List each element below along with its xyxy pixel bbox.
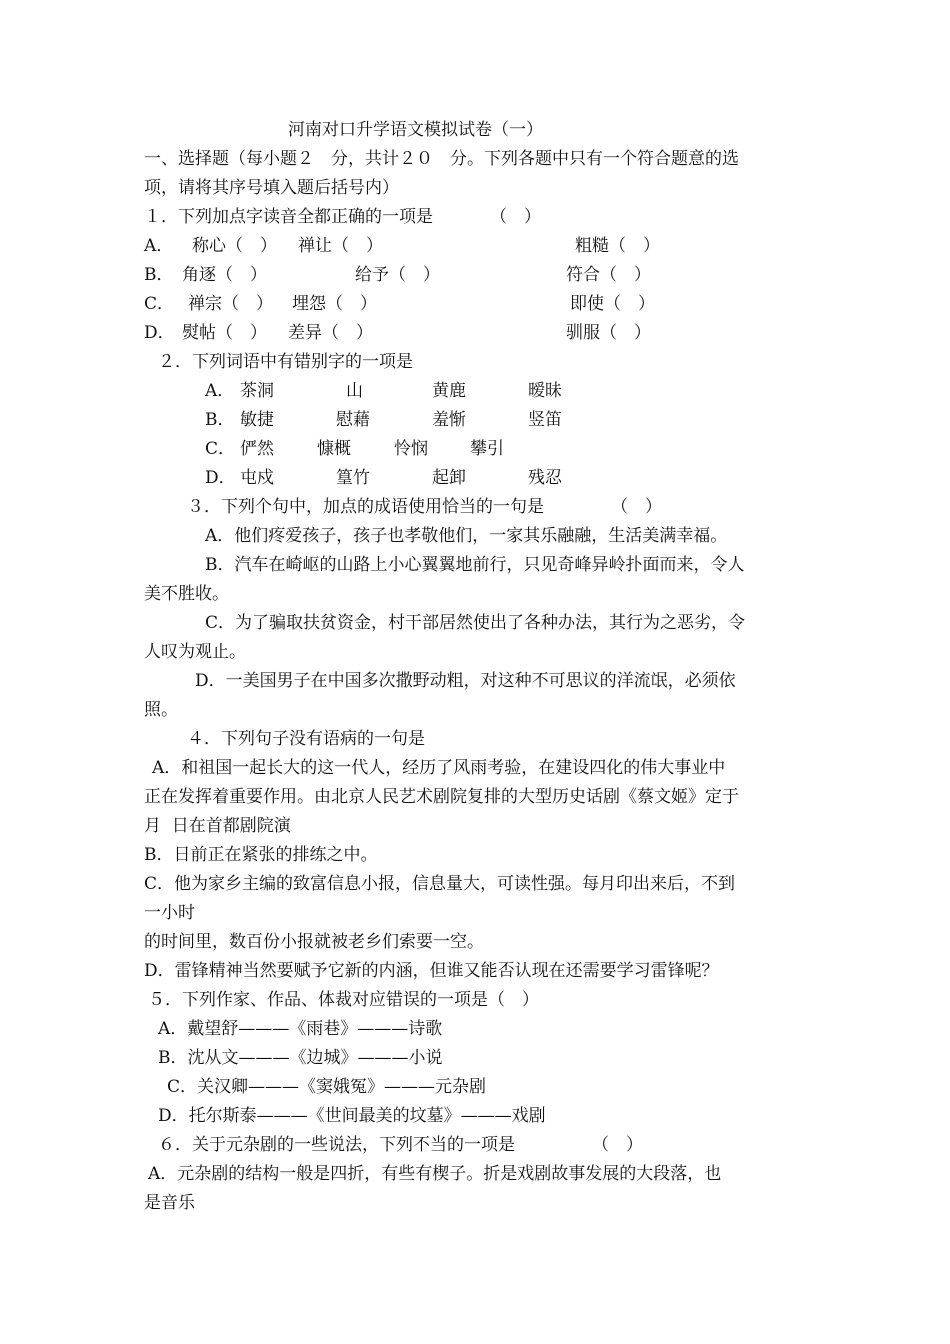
q2-option-b-word2: 慰藉 bbox=[336, 410, 370, 430]
section-instruction-line1: 一、选择题（每小题２ 分，共计２０ 分。下列各题中只有一个符合题意的选 bbox=[144, 149, 739, 169]
q2-option-d-word1: 屯戍 bbox=[240, 468, 274, 488]
q2-option-d-word2: 篁竹 bbox=[336, 468, 370, 488]
q2-option-c-word4: 攀引 bbox=[470, 439, 504, 459]
q2-option-c-label: C． bbox=[205, 439, 236, 459]
q2-option-c-word1: 俨然 bbox=[240, 439, 274, 459]
q1-option-a-label: A． bbox=[144, 236, 174, 256]
q4-stem: ４．下列句子没有语病的一句是 bbox=[187, 729, 425, 749]
q2-option-a-word4: 暧昧 bbox=[528, 381, 562, 401]
q1-option-a-word3: 粗糙（ ） bbox=[575, 236, 660, 256]
q1-stem: １．下列加点字读音全都正确的一项是 bbox=[144, 207, 433, 227]
q3-answer-paren: （ ） bbox=[611, 497, 662, 517]
q5-option-c: C．关汉卿———《窦娥冤》———元杂剧 bbox=[167, 1077, 487, 1097]
q4-option-c-line3: 的时间里，数百份小报就被老乡们索要一空。 bbox=[144, 932, 484, 952]
q4-option-a-line1: A．和祖国一起长大的这一代人，经历了风雨考验，在建设四化的伟大事业中 bbox=[152, 758, 726, 778]
q1-option-b-word1: 角逐（ ） bbox=[182, 265, 267, 285]
q1-option-a-word2: 禅让（ ） bbox=[298, 236, 383, 256]
q2-option-b-label: B． bbox=[205, 410, 235, 430]
q1-option-d-word3: 驯服（ ） bbox=[566, 323, 651, 343]
q2-option-c-word2: 慷概 bbox=[317, 439, 351, 459]
q1-option-d-word2: 差异（ ） bbox=[288, 323, 373, 343]
q1-option-d-word1: 熨帖（ ） bbox=[182, 323, 267, 343]
q1-option-a-word1: 称心（ ） bbox=[192, 236, 277, 256]
q1-option-d-label: D． bbox=[144, 323, 175, 343]
q2-option-a-word1: 茶洞 bbox=[240, 381, 274, 401]
q1-answer-paren: （ ） bbox=[490, 207, 541, 227]
q6-option-a-line1: A．元杂剧的结构一般是四折，有些有楔子。折是戏剧故事发展的大段落，也 bbox=[148, 1164, 722, 1184]
q1-option-c-word1: 禅宗（ ） bbox=[188, 294, 273, 314]
q4-option-b: B．日前正在紧张的排练之中。 bbox=[144, 845, 378, 865]
q1-option-b-word2: 给予（ ） bbox=[355, 265, 440, 285]
q1-option-c-word2: 埋怨（ ） bbox=[292, 294, 377, 314]
q2-option-b-word4: 竖笛 bbox=[528, 410, 562, 430]
q4-option-c-line2: 一小时 bbox=[144, 903, 195, 923]
q3-option-b-line1: B．汽车在崎岖的山路上小心翼翼地前行，只见奇峰异岭扑面而来，令人 bbox=[205, 555, 745, 575]
page-title: 河南对口升学语文模拟试卷（一） bbox=[288, 120, 543, 140]
q1-option-c-word3: 即使（ ） bbox=[570, 294, 655, 314]
q5-option-d: D．托尔斯泰———《世间最美的坟墓》———戏剧 bbox=[158, 1106, 546, 1126]
q2-option-a-label: A． bbox=[205, 381, 235, 401]
q1-option-c-label: C． bbox=[144, 294, 175, 314]
q2-option-d-label: D． bbox=[205, 468, 236, 488]
section-instruction-line2: 项，请将其序号填入题后括号内） bbox=[144, 178, 399, 198]
q4-option-a-line2: 正在发挥着重要作用。由北京人民艺术剧院复排的大型历史话剧《蔡文姬》定于 bbox=[144, 787, 739, 807]
q2-option-d-word3: 起卸 bbox=[432, 468, 466, 488]
q3-option-a: A．他们疼爱孩子，孩子也孝敬他们，一家其乐融融，生活美满幸福。 bbox=[205, 526, 728, 546]
q1-option-b-word3: 符合（ ） bbox=[566, 265, 651, 285]
q2-option-a-word2: 山 bbox=[346, 381, 363, 401]
q5-stem: ５．下列作家、作品、体裁对应错误的一项是（ ） bbox=[148, 990, 539, 1010]
q2-option-a-word3: 黄鹿 bbox=[432, 381, 466, 401]
q6-stem: ６．关于元杂剧的一些说法，下列不当的一项是 bbox=[158, 1135, 515, 1155]
q3-stem: ３．下列个句中，加点的成语使用恰当的一句是 bbox=[187, 497, 544, 517]
q6-option-a-line2: 是音乐 bbox=[144, 1193, 195, 1213]
q2-option-b-word3: 羞惭 bbox=[432, 410, 466, 430]
q3-option-d-line1: D．一美国男子在中国多次撒野动粗，对这种不可思议的洋流氓，必须依 bbox=[195, 671, 736, 691]
q1-option-b-label: B． bbox=[144, 265, 174, 285]
q6-answer-paren: （ ） bbox=[592, 1135, 643, 1155]
q3-option-c-line1: C．为了骗取扶贫资金，村干部居然使出了各种办法，其行为之恶劣，令 bbox=[205, 613, 746, 633]
q5-option-b: B．沈从文———《边城》———小说 bbox=[158, 1048, 443, 1068]
q2-option-b-word1: 敏捷 bbox=[240, 410, 274, 430]
q2-option-c-word3: 怜悯 bbox=[394, 439, 428, 459]
q2-stem: ２．下列词语中有错别字的一项是 bbox=[158, 352, 413, 372]
q3-option-b-line2: 美不胜收。 bbox=[144, 584, 229, 604]
q2-option-d-word4: 残忍 bbox=[528, 468, 562, 488]
q4-option-d: D．雷锋精神当然要赋予它新的内涵，但谁又能否认现在还需要学习雷锋呢？ bbox=[144, 961, 719, 981]
q4-option-a-line3: 月 日在首都剧院演 bbox=[144, 816, 291, 836]
q4-option-c-line1: C．他为家乡主编的致富信息小报，信息量大，可读性强。每月印出来后，不到 bbox=[144, 874, 736, 894]
q3-option-c-line2: 人叹为观止。 bbox=[144, 642, 246, 662]
q5-option-a: A．戴望舒———《雨巷》———诗歌 bbox=[158, 1019, 443, 1039]
q3-option-d-line2: 照。 bbox=[144, 700, 178, 720]
